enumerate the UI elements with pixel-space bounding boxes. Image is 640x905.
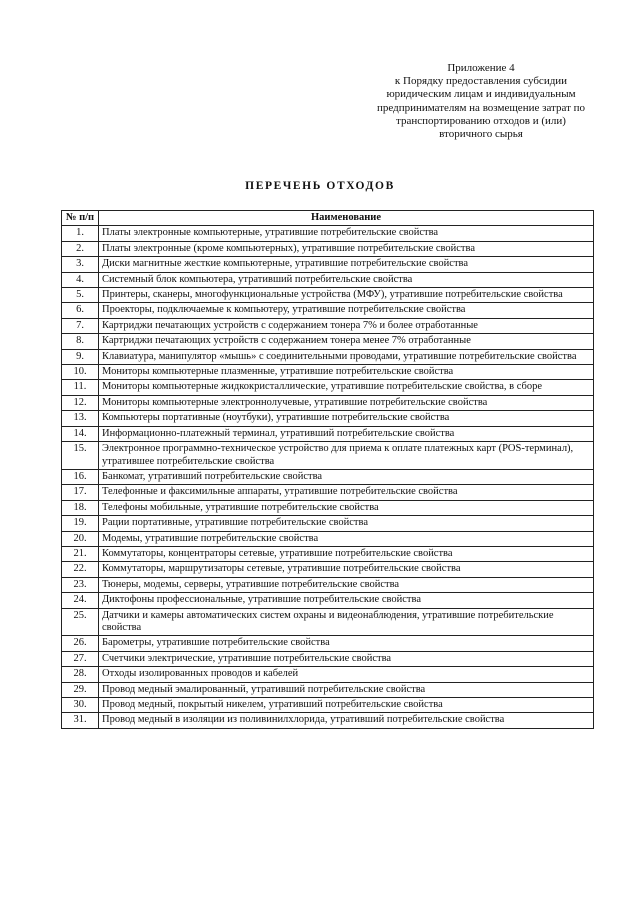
row-number: 23. <box>62 577 99 592</box>
row-name: Банкомат, утративший потребительские свойства <box>99 469 594 484</box>
table-row <box>62 288 594 303</box>
row-name: Коммутаторы, маршрутизаторы сетевые, утратившие потребительские свойства <box>99 562 594 577</box>
row-name: Барометры, утратившие потребительские свойства <box>99 636 594 651</box>
row-number: 3. <box>62 257 99 272</box>
row-number: 20. <box>62 531 99 546</box>
row-number: 14. <box>62 426 99 441</box>
row-number: 28. <box>62 667 99 682</box>
column-header-name: Наименование <box>99 211 594 226</box>
row-name: Мониторы компьютерные электроннолучевые, утратившие потребительские свойства <box>99 395 594 410</box>
row-name: Компьютеры портативные (ноутбуки), утратившие потребительские свойства <box>99 411 594 426</box>
row-name: Мониторы компьютерные плазменные, утратившие потребительские свойства <box>99 365 594 380</box>
row-name: Платы электронные компьютерные, утратившие потребительские свойства <box>99 226 594 241</box>
annex-line: Приложение 4 <box>447 62 515 74</box>
row-name: Информационно-платежный терминал, утративший потребительские свойства <box>99 426 594 441</box>
row-number: 25. <box>62 608 99 636</box>
table-row <box>62 577 594 592</box>
row-number: 10. <box>62 365 99 380</box>
row-number: 5. <box>62 288 99 303</box>
table-row <box>62 546 594 561</box>
row-number: 2. <box>62 241 99 256</box>
row-name: Счетчики электрические, утратившие потребительские свойства <box>99 651 594 666</box>
row-name: Диктофоны профессиональные, утратившие потребительские свойства <box>99 593 594 608</box>
row-name: Телефоны мобильные, утратившие потребительские свойства <box>99 500 594 515</box>
table-body <box>62 226 594 728</box>
row-number: 18. <box>62 500 99 515</box>
table-row <box>62 257 594 272</box>
row-number: 8. <box>62 334 99 349</box>
table-row <box>62 651 594 666</box>
annex-line: транспортированию отходов и (или) <box>396 114 566 127</box>
table-row <box>62 226 594 241</box>
row-number: 19. <box>62 516 99 531</box>
row-number: 7. <box>62 318 99 333</box>
row-name: Отходы изолированных проводов и кабелей <box>99 667 594 682</box>
row-number: 30. <box>62 698 99 713</box>
row-number: 12. <box>62 395 99 410</box>
annex-header <box>345 62 617 141</box>
table-row <box>62 469 594 484</box>
row-number: 31. <box>62 713 99 728</box>
table-row <box>62 426 594 441</box>
table-row <box>62 380 594 395</box>
row-number: 22. <box>62 562 99 577</box>
row-number: 11. <box>62 380 99 395</box>
row-number: 13. <box>62 411 99 426</box>
row-number: 29. <box>62 682 99 697</box>
column-header-number: № п/п <box>62 211 99 226</box>
table-row <box>62 698 594 713</box>
table-row <box>62 349 594 364</box>
table-row <box>62 411 594 426</box>
row-name: Мониторы компьютерные жидкокристаллические, утратившие потребительские свойства, в сборе <box>99 380 594 395</box>
table-row <box>62 713 594 728</box>
table-row <box>62 395 594 410</box>
table-header-row <box>62 211 594 226</box>
row-name: Провод медный в изоляции из поливинилхлорида, утративший потребительские свойства <box>99 713 594 728</box>
table-row <box>62 500 594 515</box>
table-row <box>62 667 594 682</box>
row-number: 4. <box>62 272 99 287</box>
table-row <box>62 485 594 500</box>
table-row <box>62 318 594 333</box>
row-number: 1. <box>62 226 99 241</box>
row-number: 21. <box>62 546 99 561</box>
row-number: 9. <box>62 349 99 364</box>
row-name: Рации портативные, утратившие потребительские свойства <box>99 516 594 531</box>
row-number: 26. <box>62 636 99 651</box>
row-name: Картриджи печатающих устройств с содержанием тонера 7% и более отработанные <box>99 318 594 333</box>
row-name: Коммутаторы, концентраторы сетевые, утратившие потребительские свойства <box>99 546 594 561</box>
table-row <box>62 562 594 577</box>
table-row <box>62 272 594 287</box>
row-number: 15. <box>62 442 99 470</box>
table-row <box>62 593 594 608</box>
row-number: 27. <box>62 651 99 666</box>
row-name: Платы электронные (кроме компьютерных), утратившие потребительские свойства <box>99 241 594 256</box>
annex-line: к Порядку предоставления субсидии <box>394 75 568 88</box>
row-number: 24. <box>62 593 99 608</box>
annex-line: вторичного сырья <box>439 128 523 141</box>
row-number: 17. <box>62 485 99 500</box>
row-name: Модемы, утратившие потребительские свойства <box>99 531 594 546</box>
row-name: Клавиатура, манипулятор «мышь» с соединительными проводами, утратившие потребительские свойства <box>99 349 594 364</box>
table-row <box>62 608 594 636</box>
table-row <box>62 442 594 470</box>
annex-line: юридическим лицам и индивидуальным <box>386 88 576 101</box>
table-row <box>62 531 594 546</box>
table-row <box>62 303 594 318</box>
table-row <box>62 636 594 651</box>
table-row <box>62 365 594 380</box>
table-row <box>62 334 594 349</box>
row-name: Проекторы, подключаемые к компьютеру, утратившие потребительские свойства <box>99 303 594 318</box>
row-name: Электронное программно-техническое устройство для приема к оплате платежных карт (POS-терминал), утратившее потребительские свойства <box>99 442 594 470</box>
document-title: ПЕРЕЧЕНЬ ОТХОДОВ <box>245 180 395 192</box>
row-name: Датчики и камеры автоматических систем охраны и видеонаблюдения, утратившие потребительские свойства <box>99 608 594 636</box>
row-name: Провод медный, покрытый никелем, утративший потребительские свойства <box>99 698 594 713</box>
annex-line: предпринимателям на возмещение затрат по <box>376 101 586 114</box>
row-number: 16. <box>62 469 99 484</box>
row-number: 6. <box>62 303 99 318</box>
waste-list-table <box>61 210 594 729</box>
row-name: Тюнеры, модемы, серверы, утратившие потребительские свойства <box>99 577 594 592</box>
row-name: Принтеры, сканеры, многофункциональные устройства (МФУ), утратившие потребительские свойства <box>99 288 594 303</box>
table-row <box>62 682 594 697</box>
row-name: Провод медный эмалированный, утративший потребительские свойства <box>99 682 594 697</box>
row-name: Диски магнитные жесткие компьютерные, утратившие потребительские свойства <box>99 257 594 272</box>
table-row <box>62 241 594 256</box>
table-row <box>62 516 594 531</box>
row-name: Картриджи печатающих устройств с содержанием тонера менее 7% отработанные <box>99 334 594 349</box>
row-name: Системный блок компьютера, утративший потребительские свойства <box>99 272 594 287</box>
row-name: Телефонные и факсимильные аппараты, утратившие потребительские свойства <box>99 485 594 500</box>
